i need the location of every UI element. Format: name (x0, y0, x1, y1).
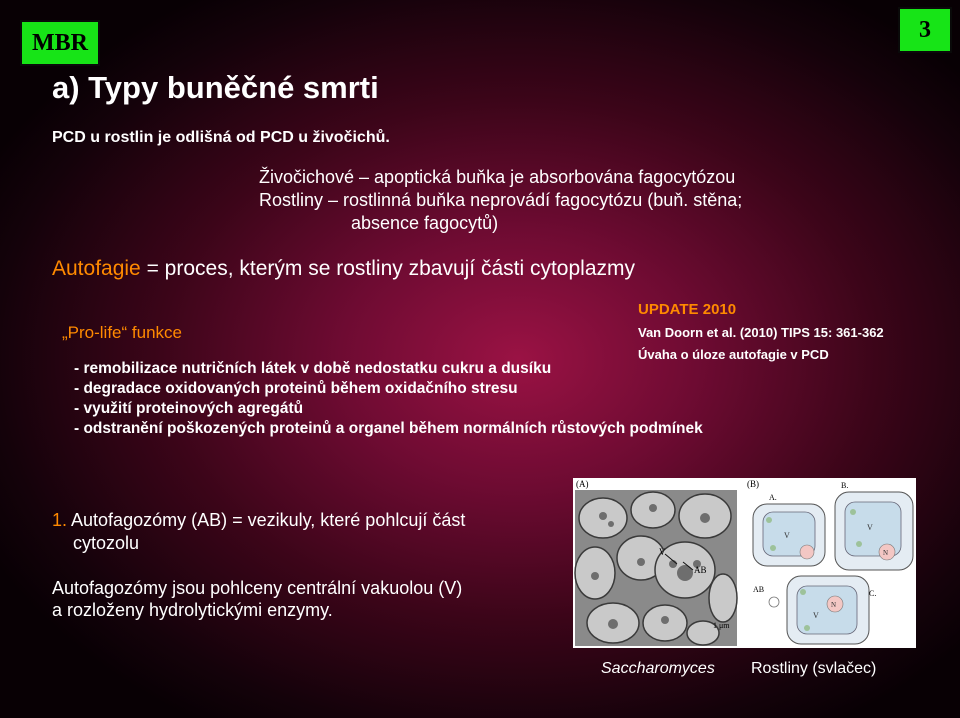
list-item: - degradace oxidovaných proteinů během oxidačního stresu (74, 380, 518, 397)
cell-b-nucleus-label: N (883, 549, 889, 557)
list-item: - využití proteinových agregátů (74, 400, 304, 417)
cell-c-vacuole-label: V (813, 611, 819, 620)
caption-plants: Rostliny (svlačec) (751, 660, 877, 677)
plants-line-continued: absence fagocytů) (351, 213, 499, 233)
logo-text: MBR (32, 29, 88, 56)
autophagosome-number: 1. (52, 510, 68, 530)
vacuole-label: V (659, 547, 666, 557)
cell-c-ab-label: AB (753, 585, 765, 594)
page-number-badge (898, 7, 952, 53)
cell-c-nucleus-label: N (831, 601, 837, 609)
stage-c-label: C. (869, 589, 877, 598)
list-item: - odstranění poškozených proteinů a organel během normálních růstových podmínek (74, 420, 703, 437)
autophagosome-text: Autofagozómy (AB) = vezikuly, které pohlcují část (67, 510, 466, 530)
intro-text: PCD u rostlin je odlišná od PCD u živočichů. (52, 129, 390, 146)
panel-a-label: (A) (576, 479, 589, 489)
update-note: Úvaha o úloze autofagie v PCD (638, 347, 829, 362)
panel-b-label: (B) (747, 479, 759, 489)
logo-badge (20, 20, 100, 66)
animals-line: Živočichové – apoptická buňka je absorbována fagocytózou (259, 167, 736, 187)
autophagy-term: Autofagie (52, 257, 141, 280)
caption-yeast: Saccharomyces (601, 660, 715, 677)
autophagy-definition (52, 256, 635, 282)
page-number: 3 (919, 16, 931, 43)
autophagy-figure (573, 478, 916, 648)
cell-b-vacuole-label: V (867, 523, 873, 532)
autophagosome-definition (52, 509, 465, 531)
cell-a-vacuole-label: V (784, 531, 790, 540)
vacuole-text: Autofagozómy jsou pohlceny centrální vakuolou (V) (52, 578, 463, 598)
plants-line: Rostliny – rostlinná buňka neprovádí fagocytózu (buň. stěna; (259, 190, 743, 210)
scale-label: 1 μm (713, 621, 730, 630)
vacuole-text-continued: a rozloženy hydrolytickými enzymy. (52, 600, 333, 620)
prolife-heading: „Pro-life“ funkce (62, 323, 182, 342)
autophagy-definition-text: = proces, kterým se rostliny zbavují části cytoplazmy (140, 257, 635, 280)
autophagosome-label: AB (694, 565, 707, 575)
slide-title: a) Typy buněčné smrti (52, 70, 379, 105)
update-reference: Van Doorn et al. (2010) TIPS 15: 361-362 (638, 325, 884, 340)
prolife-list (74, 359, 703, 439)
autophagy-figure-image (573, 478, 916, 648)
stage-a-label: A. (769, 493, 777, 502)
stage-b-label: B. (841, 481, 849, 490)
list-item: - remobilizace nutričních látek v době nedostatku cukru a dusíku (74, 360, 552, 377)
update-heading: UPDATE 2010 (638, 301, 737, 318)
autophagosome-text-continued: cytozolu (73, 533, 140, 553)
